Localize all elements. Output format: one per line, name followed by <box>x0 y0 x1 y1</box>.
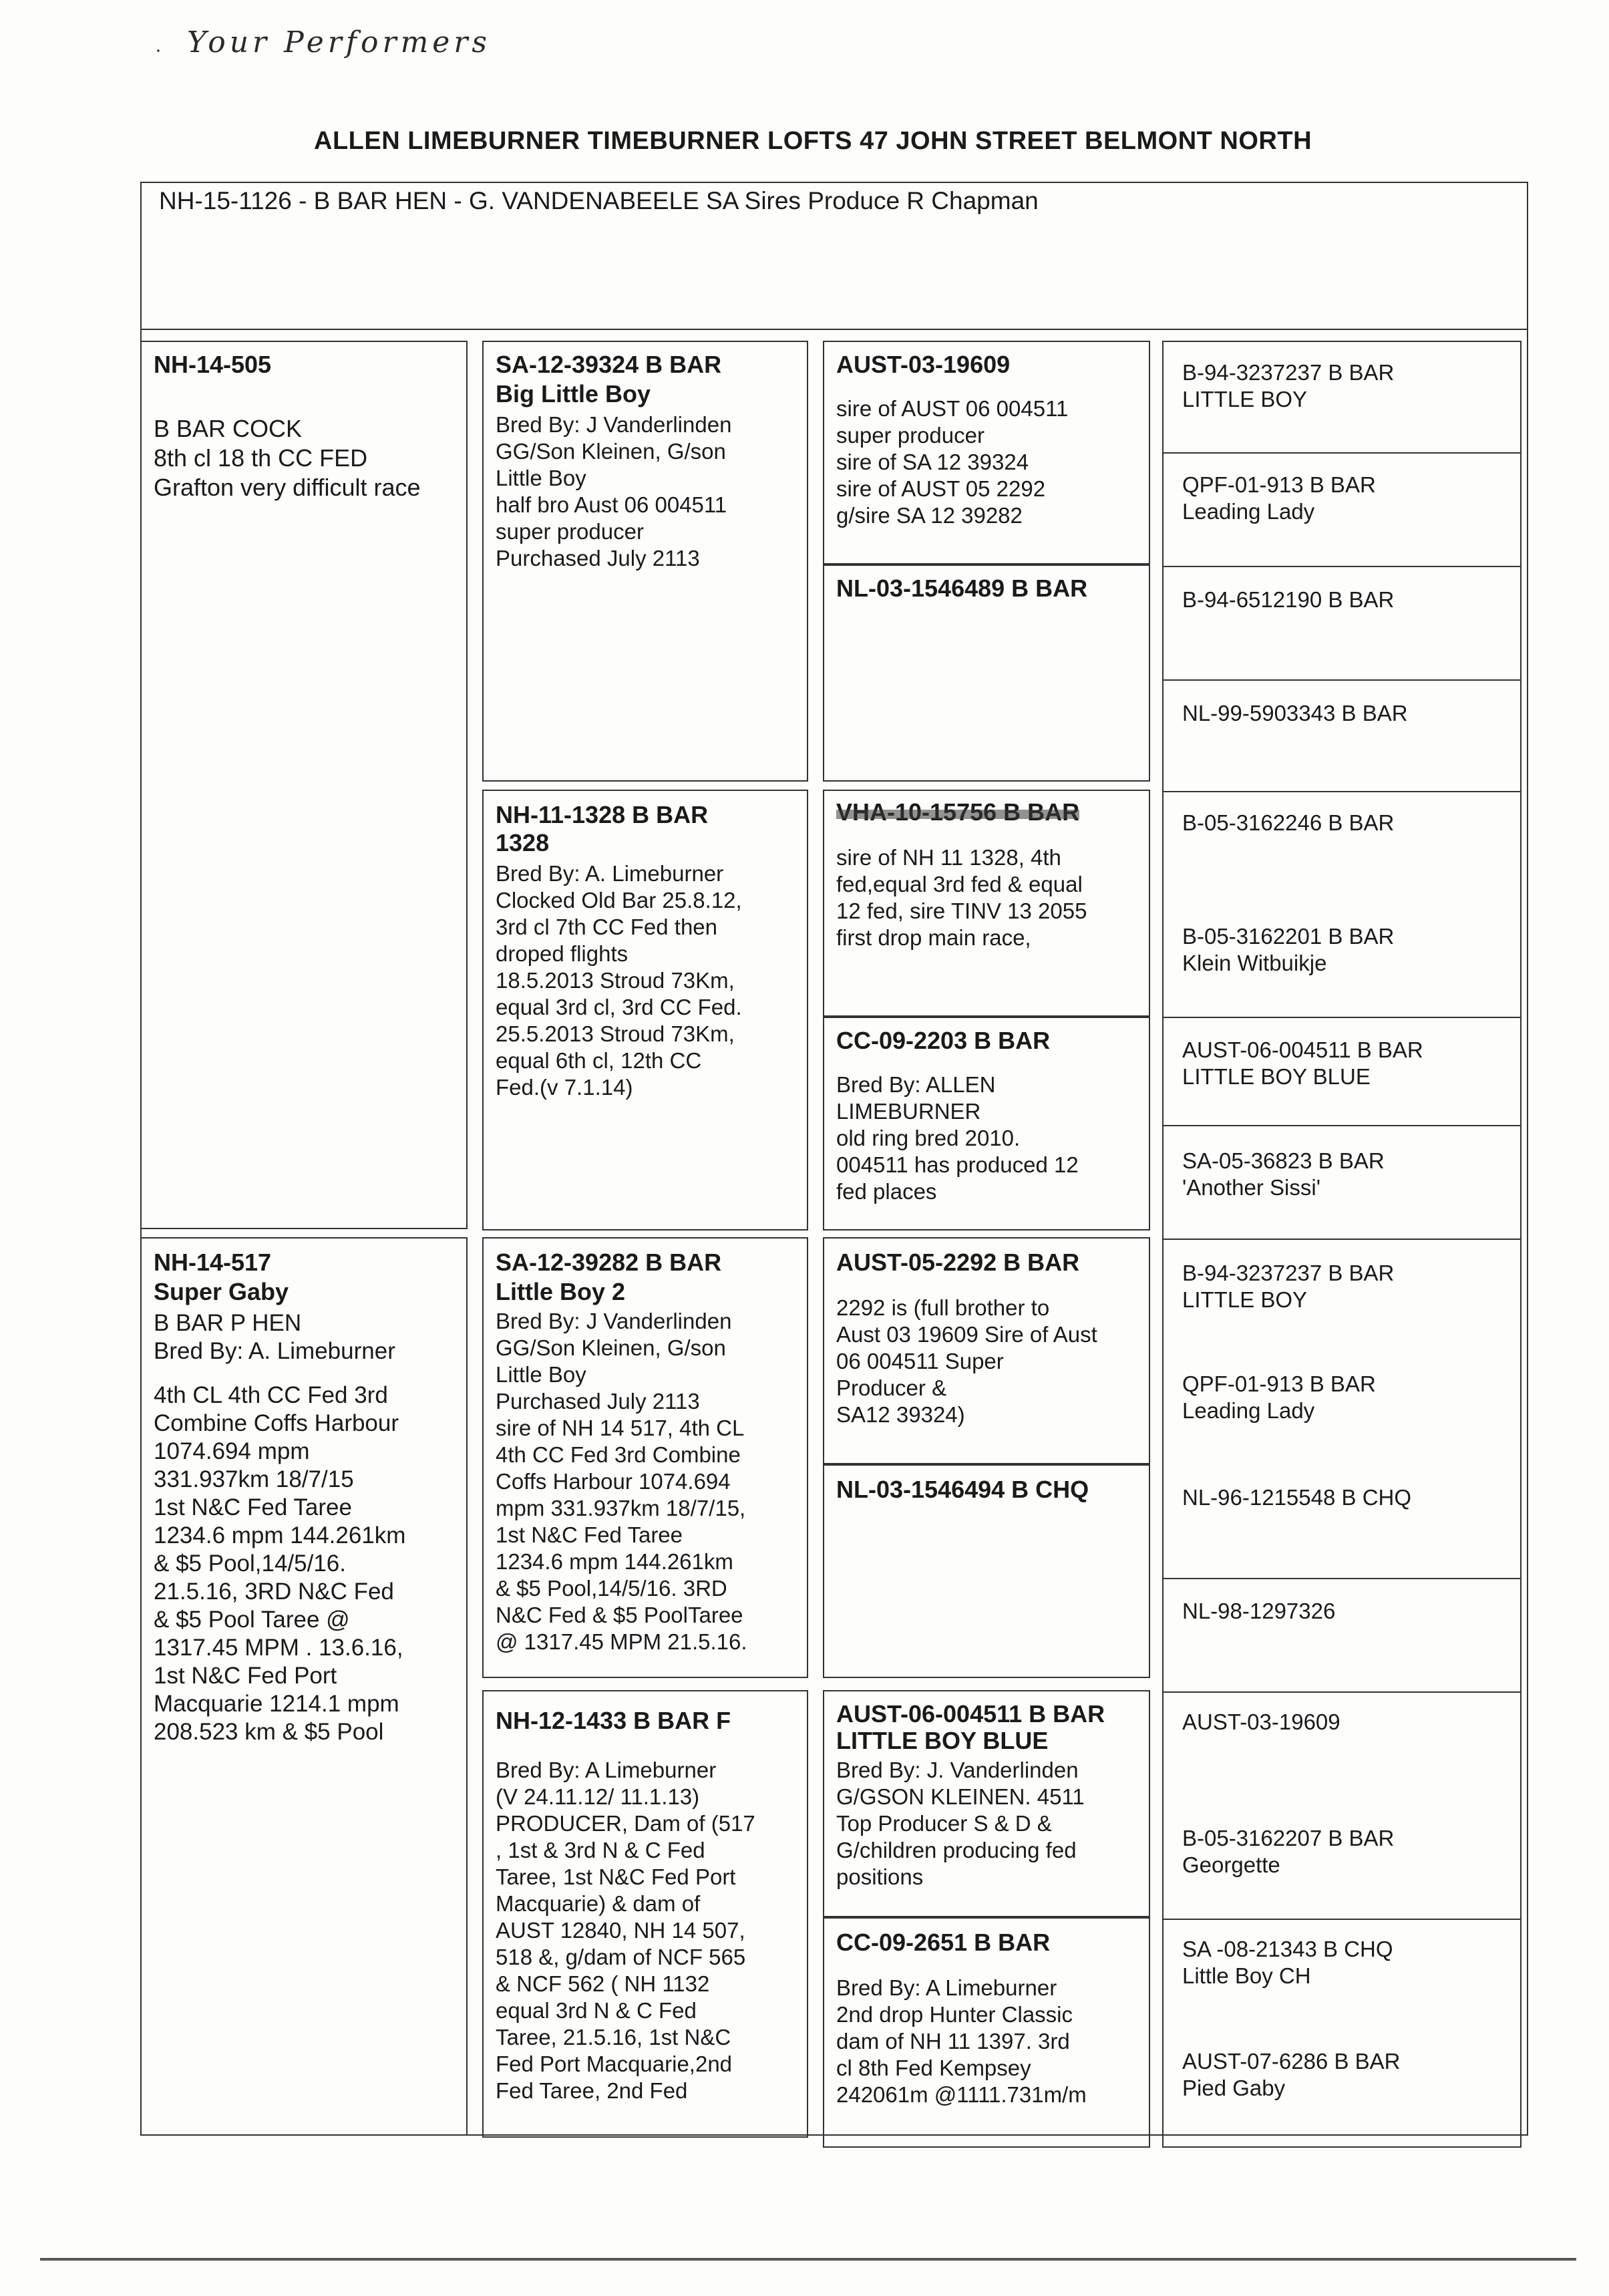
text-line: Taree, 21.5.16, 1st N&C <box>496 2025 731 2049</box>
text-line: 21.5.16, 3RD N&C Fed <box>154 1579 394 1605</box>
text-line: Fed Taree, 2nd Fed <box>496 2078 688 2103</box>
text-line: N&C Fed & $5 PoolTaree <box>496 1603 743 1627</box>
granddam-2-id: NH-12-1433 B BAR F <box>496 1707 731 1734</box>
ggg-name: Georgette <box>1182 1852 1280 1877</box>
text-line: Bred By: A. Limeburner <box>154 1338 395 1364</box>
text-line: Little Boy <box>496 466 586 490</box>
text-line: mpm 331.937km 18/7/15, <box>496 1496 746 1520</box>
dam-name: Super Gaby <box>154 1278 289 1305</box>
ggg-entry <box>1182 2048 1401 2102</box>
ggg-entry <box>1182 587 1394 613</box>
text-line: Macquarie 1214.1 mpm <box>154 1691 399 1717</box>
subject-divider <box>140 329 1528 330</box>
text-line: Bred By: J Vanderlinden <box>496 412 732 437</box>
granddam-2-box <box>482 1690 808 2138</box>
gg-box-8 <box>823 1917 1150 2148</box>
ggg-column <box>1162 341 1522 2148</box>
ggg-id: AUST-07-6286 B BAR <box>1182 2049 1401 2074</box>
ggg-entry <box>1182 359 1394 413</box>
ggg-name: Klein Witbuikje <box>1182 951 1327 975</box>
text-line: Bred By: A. Limeburner <box>496 861 724 886</box>
text-line: , 1st & 3rd N & C Fed <box>496 1838 705 1862</box>
text-line: Clocked Old Bar 25.8.12, <box>496 888 742 913</box>
text-line: 2292 is (full brother to <box>836 1295 1050 1320</box>
grandsire-1-name: Big Little Boy <box>496 380 651 407</box>
gg-7-details <box>836 1757 1085 1891</box>
text-line: Top Producer S & D & <box>836 1811 1052 1836</box>
ggg-id: NL-98-1297326 <box>1182 1599 1336 1623</box>
text-line: equal 3rd cl, 3rd CC Fed. <box>496 995 742 1019</box>
ggg-id: B-94-3237237 B BAR <box>1182 1261 1395 1285</box>
text-line: 208.523 km & $5 Pool <box>154 1719 384 1745</box>
text-line: 1st N&C Fed Taree <box>154 1494 352 1520</box>
text-line: 1st N&C Fed Port <box>154 1663 337 1689</box>
text-line: PRODUCER, Dam of (517 <box>496 1811 755 1836</box>
text-line: sire of AUST 06 004511 <box>836 396 1069 421</box>
ggg-id: B-05-3162201 B BAR <box>1182 924 1395 949</box>
text-line: sire of SA 12 39324 <box>836 450 1029 474</box>
ggg-entry <box>1182 1598 1335 1625</box>
gg-3-id-wrap <box>836 798 1079 827</box>
gg-7-id: AUST-06-004511 B BAR <box>836 1700 1105 1728</box>
subject-bird: NH-15-1126 - B BAR HEN - G. VANDENABEELE SA Sires Produce R Chapman <box>159 187 1039 214</box>
text-line: 1st N&C Fed Taree <box>496 1522 683 1547</box>
text-line: 004511 has produced 12 <box>836 1152 1079 1177</box>
text-line: SA12 39324) <box>836 1402 965 1427</box>
ggg-entry <box>1182 1825 1394 1878</box>
gg-7-name: LITTLE BOY BLUE <box>836 1727 1049 1754</box>
text-line: LIMEBURNER <box>836 1099 981 1124</box>
ggg-entry <box>1182 1371 1376 1424</box>
text-line: dam of NH 11 1397. 3rd <box>836 2029 1070 2054</box>
bullet-mark: · <box>155 39 162 61</box>
row-divider <box>1164 566 1520 567</box>
dam-id: NH-14-517 <box>154 1249 272 1276</box>
row-divider <box>1164 679 1520 681</box>
gg-box-6 <box>823 1464 1150 1678</box>
text-line: 242061m @1111.731m/m <box>836 2082 1087 2107</box>
text-line: GG/Son Kleinen, G/son <box>496 1335 726 1360</box>
row-divider <box>1164 1691 1520 1693</box>
text-line: 25.5.2013 Stroud 73Km, <box>496 1021 735 1046</box>
row-divider <box>1164 1578 1520 1579</box>
ggg-id: B-05-3162246 B BAR <box>1182 810 1395 835</box>
ggg-id: NL-99-5903343 B BAR <box>1182 701 1408 725</box>
text-line: (V 24.11.12/ 11.1.13) <box>496 1784 700 1809</box>
text-line: G/GSON KLEINEN. 4511 <box>836 1784 1085 1809</box>
ggg-id: QPF-01-913 B BAR <box>1182 472 1376 497</box>
gg-1-id: AUST-03-19609 <box>836 351 1011 378</box>
text-line: 4th CC Fed 3rd Combine <box>496 1442 741 1467</box>
ggg-id: SA -08-21343 B CHQ <box>1182 1937 1393 1961</box>
text-line: g/sire SA 12 39282 <box>836 503 1023 528</box>
text-line: & $5 Pool,14/5/16. <box>154 1550 346 1577</box>
ggg-name: LITTLE BOY BLUE <box>1182 1064 1371 1089</box>
ggg-id: AUST-06-004511 B BAR <box>1182 1037 1423 1062</box>
sire-id: NH-14-505 <box>154 351 272 378</box>
gg-5-details <box>836 1295 1097 1428</box>
text-line: @ 1317.45 MPM 21.5.16. <box>496 1629 747 1654</box>
text-line: first drop main race, <box>836 925 1031 950</box>
gg-4-details <box>836 1072 1079 1205</box>
text-line: & $5 Pool,14/5/16. 3RD <box>496 1576 727 1601</box>
text-line: Bred By: J Vanderlinden <box>496 1309 732 1333</box>
text-line: Aust 03 19609 Sire of Aust <box>836 1322 1097 1347</box>
text-line: 12 fed, sire TINV 13 2055 <box>836 898 1087 923</box>
gg-box-5 <box>823 1237 1150 1464</box>
text-line: Bred By: J. Vanderlinden <box>836 1758 1079 1782</box>
grandsire-1-details <box>496 412 731 572</box>
text-line: 518 &, g/dam of NCF 565 <box>496 1945 746 1969</box>
ggg-entry <box>1182 1484 1411 1511</box>
text-line: Bred By: A Limeburner <box>496 1758 717 1782</box>
row-divider <box>1164 1239 1520 1240</box>
text-line: Bred By: ALLEN <box>836 1072 996 1097</box>
text-line: sire of NH 11 1328, 4th <box>836 845 1061 870</box>
text-line <box>154 1365 405 1381</box>
text-line: 8th cl 18 th CC FED <box>154 444 368 472</box>
ggg-entry <box>1182 1936 1393 1989</box>
text-line: super producer <box>836 423 985 448</box>
text-line: sire of NH 14 517, 4th CL <box>496 1416 745 1440</box>
sire-details <box>154 414 421 502</box>
text-line: positions <box>836 1864 924 1889</box>
gg-5-id: AUST-05-2292 B BAR <box>836 1249 1080 1276</box>
gg-box-7 <box>823 1690 1150 1917</box>
granddam-1-name: 1328 <box>496 829 550 856</box>
text-line: 1234.6 mpm 144.261km <box>496 1549 733 1574</box>
ggg-id: B-05-3162207 B BAR <box>1182 1826 1395 1850</box>
text-line: Little Boy <box>496 1362 586 1387</box>
dam-box <box>140 1237 468 2136</box>
text-line: equal 6th cl, 12th CC <box>496 1048 702 1073</box>
grandsire-1-box <box>482 341 808 782</box>
text-line: half bro Aust 06 004511 <box>496 492 727 517</box>
ggg-entry <box>1182 810 1394 836</box>
ggg-name: Pied Gaby <box>1182 2076 1286 2100</box>
text-line: Combine Coffs Harbour <box>154 1410 399 1436</box>
text-line: 2nd drop Hunter Classic <box>836 2002 1073 2027</box>
gg-1-details <box>836 395 1068 529</box>
text-line: old ring bred 2010. <box>836 1126 1021 1150</box>
text-line: Fed Port Macquarie,2nd <box>496 2052 733 2076</box>
text-line: 06 004511 Super <box>836 1349 1004 1373</box>
text-line: Purchased July 2113 <box>496 546 700 570</box>
text-line: & NCF 562 ( NH 1132 <box>496 1971 710 1996</box>
text-line: Macquarie) & dam of <box>496 1891 701 1916</box>
ggg-name: Leading Lady <box>1182 1398 1315 1423</box>
ink-strike-mark <box>836 810 1079 819</box>
text-line: AUST 12840, NH 14 507, <box>496 1918 745 1943</box>
ggg-name: 'Another Sissi' <box>1182 1175 1321 1200</box>
ggg-name: LITTLE BOY <box>1182 1287 1308 1312</box>
row-divider <box>1164 452 1520 454</box>
handwritten-note: Your Performers <box>187 25 491 59</box>
text-line: 331.937km 18/7/15 <box>154 1466 354 1492</box>
text-line: 1234.6 mpm 144.261km <box>154 1522 406 1548</box>
ggg-id: NL-96-1215548 B CHQ <box>1182 1485 1412 1510</box>
ggg-entry <box>1182 700 1408 727</box>
row-divider <box>1164 1125 1520 1126</box>
gg-box-2 <box>823 564 1150 782</box>
ggg-entry <box>1182 472 1376 525</box>
row-divider <box>1164 791 1520 792</box>
ggg-entry <box>1182 1037 1423 1090</box>
text-line: droped flights <box>496 941 629 966</box>
grandsire-2-id: SA-12-39282 B BAR <box>496 1249 722 1276</box>
gg-8-details <box>836 1975 1087 2108</box>
gg-2-id: NL-03-1546489 B BAR <box>836 575 1088 602</box>
ggg-id: SA-05-36823 B BAR <box>1182 1148 1385 1173</box>
ggg-entry <box>1182 1260 1394 1313</box>
ggg-entry <box>1182 923 1394 977</box>
text-line: GG/Son Kleinen, G/son <box>496 439 726 464</box>
ggg-id: QPF-01-913 B BAR <box>1182 1371 1376 1396</box>
text-line: 1317.45 MPM . 13.6.16, <box>154 1635 403 1661</box>
gg-6-id: NL-03-1546494 B CHQ <box>836 1476 1089 1503</box>
gg-8-id: CC-09-2651 B BAR <box>836 1929 1051 1956</box>
text-line: fed places <box>836 1179 937 1204</box>
page-heading: ALLEN LIMEBURNER TIMEBURNER LOFTS 47 JOHN STREET BELMONT NORTH <box>314 127 1312 155</box>
text-line: Taree, 1st N&C Fed Port <box>496 1864 736 1889</box>
text-line: Bred By: A Limeburner <box>836 1975 1057 2000</box>
text-line: B BAR P HEN <box>154 1310 302 1336</box>
text-line: Fed.(v 7.1.14) <box>496 1075 633 1100</box>
granddam-1-box <box>482 790 808 1231</box>
text-line: super producer <box>496 519 644 544</box>
text-line: equal 3rd N & C Fed <box>496 1998 697 2023</box>
row-divider <box>1164 1017 1520 1018</box>
ggg-name: LITTLE BOY <box>1182 387 1308 412</box>
text-line: sire of AUST 05 2292 <box>836 476 1046 501</box>
gg-3-details <box>836 844 1087 951</box>
granddam-2-details <box>496 1740 755 2104</box>
text-line: B BAR COCK <box>154 415 303 442</box>
dam-details <box>154 1309 405 1746</box>
gg-box-4 <box>823 1017 1150 1231</box>
ggg-entry <box>1182 1148 1385 1201</box>
text-line: Producer & <box>836 1375 947 1400</box>
ggg-id: B-94-3237237 B BAR <box>1182 360 1395 385</box>
gg-4-id: CC-09-2203 B BAR <box>836 1027 1051 1054</box>
text-line: G/children producing fed <box>836 1838 1077 1862</box>
text-line: Purchased July 2113 <box>496 1389 700 1414</box>
text-line: Grafton very difficult race <box>154 474 421 501</box>
granddam-1-details <box>496 860 742 1101</box>
scan-edge <box>40 2258 1576 2261</box>
sire-box <box>140 341 468 1229</box>
grandsire-2-details <box>496 1308 747 1655</box>
ggg-name: Leading Lady <box>1182 499 1315 524</box>
grandsire-2-box <box>482 1237 808 1678</box>
text-line: fed,equal 3rd fed & equal <box>836 872 1083 896</box>
text-line: 1074.694 mpm <box>154 1438 310 1464</box>
text-line: cl 8th Fed Kempsey <box>836 2056 1031 2080</box>
ggg-name: Little Boy CH <box>1182 1963 1311 1988</box>
text-line: 4th CL 4th CC Fed 3rd <box>154 1382 388 1408</box>
gg-box-3 <box>823 790 1150 1017</box>
grandsire-1-id: SA-12-39324 B BAR <box>496 351 722 378</box>
text-line: 18.5.2013 Stroud 73Km, <box>496 968 735 993</box>
text-line: & $5 Pool Taree @ <box>154 1607 350 1633</box>
grandsire-2-name: Little Boy 2 <box>496 1278 626 1305</box>
ggg-entry <box>1182 1709 1340 1736</box>
text-line <box>496 1740 755 1757</box>
text-line: Coffs Harbour 1074.694 <box>496 1469 731 1494</box>
gg-box-1 <box>823 341 1150 564</box>
text-line: 3rd cl 7th CC Fed then <box>496 915 717 939</box>
granddam-1-id: NH-11-1328 B BAR <box>496 801 709 828</box>
row-divider <box>1164 1919 1520 1920</box>
ggg-id: B-94-6512190 B BAR <box>1182 587 1395 612</box>
ggg-id: AUST-03-19609 <box>1182 1709 1340 1734</box>
